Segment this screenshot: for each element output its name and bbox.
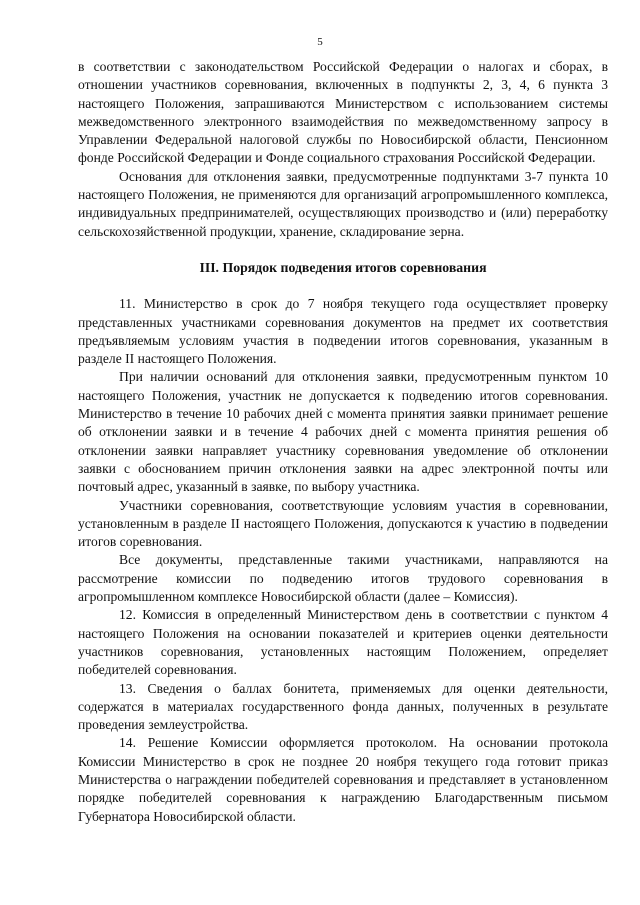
paragraph-continuation: в соответствии с законодательством Российской Федерации о налогах и сборах, в отношении участников соревнования, включенных в подпункты 2, 3, 4, 6 пункта 3 настоящего Положения, запрашиваются Министерством с использованием системы межведомственного электронного взаимодействия по межведомственному запросу в Управлении Федеральной налоговой службы по Новосибирской области, Пенсионном фонде Российской Федерации и Фонде социального страхования Российской Федерации.: [78, 59, 608, 166]
page-number: 5: [317, 36, 323, 48]
section-heading: III. Порядок подведения итогов соревнования: [199, 259, 487, 275]
paragraph-rejection-procedure: При наличии оснований для отклонения заявки, предусмотренным пунктом 10 настоящего Положения, участник не допускается к подведению итогов соревнования. Министерство в течение 10 рабочих дней с момента принятия заявки принимает решение об отклонении заявки и в течение 4 рабочих дней с момента принятия решения об отклонении заявки направляет участнику соревнования уведомление об отклонении заявки с обоснованием причин отклонения заявки на адрес электронной почты или почтовый адрес, указанный в заявке, по выбору участника.: [78, 369, 608, 495]
paragraph-item-12: 12. Комиссия в определенный Министерством день в соответствии с пунктом 4 настоящего Положения на основании показателей и критериев оценки деятельности участников соревнования, установленных настоящим Положением, определяет победителей соревнования.: [78, 607, 608, 678]
paragraph-item-13: 13. Сведения о баллах бонитета, применяемых для оценки деятельности, содержатся в материалах государственного фонда данных, полученных в результате проведения землеустройства.: [78, 680, 608, 733]
paragraph-documents-commission: Все документы, представленные такими участниками, направляются на рассмотрение комиссии по подведению итогов трудового соревнования в агропромышленном комплексе Новосибирской области (далее – Комиссия).: [78, 552, 608, 605]
paragraph-rejection-grounds: Основания для отклонения заявки, предусмотренные подпунктами 3-7 пункта 10 настоящего Положения, не применяются для организаций агропромышленного комплекса, индивидуальных предпринимателей, осуществляющих производство и (или) переработку сельскохозяйственной продукции, хранение, складирование зерна.: [78, 168, 608, 239]
paragraph-item-14: 14. Решение Комиссии оформляется протоколом. На основании протокола Комиссии Министерство в срок не позднее 20 ноября текущего года готовит приказ Министерства о награждении победителей соревнования и представляет в установленном порядке победителей соревнования к награждению Благодарственным письмом Губернатора Новосибирской области.: [78, 735, 608, 824]
document-body: [78, 58, 608, 826]
paragraph-item-11: 11. Министерство в срок до 7 ноября текущего года осуществляет проверку представленных участниками соревнования документов на предмет их соответствия предъявляемым условиям участия в подведении итогов соревнования, указанным в разделе II настоящего Положения.: [78, 296, 608, 367]
paragraph-admitted-participants: Участники соревнования, соответствующие условиям участия в соревновании, установленным в разделе II настоящего Положения, допускаются к участию в подведении итогов соревнования.: [78, 497, 608, 550]
